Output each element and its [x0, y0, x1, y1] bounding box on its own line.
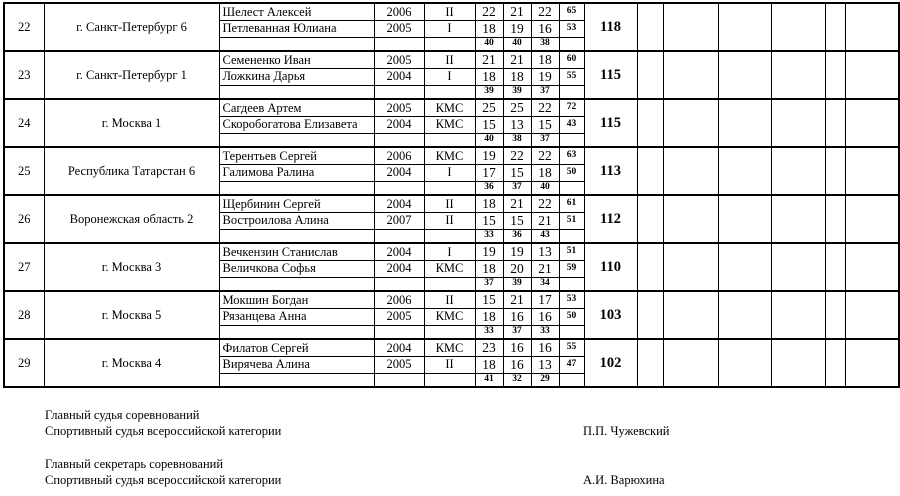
- member-rank: КМС: [424, 308, 475, 325]
- chief-secretary-name: А.И. Варюхина: [583, 473, 665, 487]
- team-total-score: 115: [584, 51, 637, 99]
- empty-cell: [825, 195, 845, 243]
- chief-judge-block: [45, 407, 670, 439]
- empty-cell: [663, 3, 718, 51]
- member-birth-year: 2004: [374, 339, 424, 356]
- table-row: [4, 291, 899, 308]
- empty-cell: [219, 277, 374, 291]
- member-birth-year: 2004: [374, 164, 424, 181]
- judge1-pair-sum: 33: [475, 229, 503, 243]
- judge3-score: 22: [531, 3, 559, 20]
- empty-cell: [374, 229, 424, 243]
- team-total-score: 110: [584, 243, 637, 291]
- team-number: 22: [4, 3, 44, 51]
- member-score-sum: 51: [559, 212, 584, 229]
- empty-cell: [424, 229, 475, 243]
- member-rank: II: [424, 195, 475, 212]
- member-rank: I: [424, 68, 475, 85]
- empty-cell: [424, 373, 475, 387]
- empty-cell: [771, 51, 825, 99]
- empty-cell: [771, 195, 825, 243]
- judge2-score: 15: [503, 164, 531, 181]
- empty-cell: [845, 195, 899, 243]
- empty-cell: [219, 37, 374, 51]
- empty-cell: [825, 3, 845, 51]
- team-number: 29: [4, 339, 44, 387]
- member-rank: КМС: [424, 147, 475, 164]
- judge2-score: 16: [503, 308, 531, 325]
- empty-cell: [845, 291, 899, 339]
- empty-cell: [637, 99, 663, 147]
- member-birth-year: 2006: [374, 147, 424, 164]
- team-total-score: 113: [584, 147, 637, 195]
- judge3-score: 16: [531, 339, 559, 356]
- empty-cell: [374, 325, 424, 339]
- judge2-score: 18: [503, 68, 531, 85]
- empty-cell: [845, 243, 899, 291]
- table-row: [4, 99, 899, 116]
- team-total-score: 103: [584, 291, 637, 339]
- empty-cell: [637, 339, 663, 387]
- empty-cell: [637, 147, 663, 195]
- member-birth-year: 2004: [374, 195, 424, 212]
- judge3-score: 16: [531, 308, 559, 325]
- judge3-score: 17: [531, 291, 559, 308]
- judge1-score: 15: [475, 212, 503, 229]
- judge1-pair-sum: 41: [475, 373, 503, 387]
- judge3-score: 21: [531, 212, 559, 229]
- empty-cell: [424, 133, 475, 147]
- member-score-sum: 60: [559, 51, 584, 68]
- member-name: Терентьев Сергей: [219, 147, 374, 164]
- member-rank: II: [424, 3, 475, 20]
- table-row: [4, 243, 899, 260]
- empty-cell: [374, 133, 424, 147]
- member-rank: I: [424, 243, 475, 260]
- team-name: г. Москва 1: [44, 99, 219, 147]
- member-score-sum: 51: [559, 243, 584, 260]
- empty-cell: [424, 85, 475, 99]
- team-name: Воронежская область 2: [44, 195, 219, 243]
- judge3-score: 21: [531, 260, 559, 277]
- team-number: 27: [4, 243, 44, 291]
- judge2-score: 13: [503, 116, 531, 133]
- judge2-pair-sum: 37: [503, 325, 531, 339]
- member-score-sum: 55: [559, 68, 584, 85]
- judge1-score: 18: [475, 195, 503, 212]
- judge3-pair-sum: 38: [531, 37, 559, 51]
- member-rank: КМС: [424, 99, 475, 116]
- member-score-sum: 47: [559, 356, 584, 373]
- member-birth-year: 2005: [374, 308, 424, 325]
- member-birth-year: 2004: [374, 260, 424, 277]
- judge3-score: 15: [531, 116, 559, 133]
- team-name: Республика Татарстан 6: [44, 147, 219, 195]
- member-rank: II: [424, 356, 475, 373]
- member-name: Филатов Сергей: [219, 339, 374, 356]
- judge1-pair-sum: 33: [475, 325, 503, 339]
- empty-cell: [825, 243, 845, 291]
- member-name: Величкова Софья: [219, 260, 374, 277]
- member-score-sum: 53: [559, 291, 584, 308]
- empty-cell: [374, 37, 424, 51]
- member-birth-year: 2007: [374, 212, 424, 229]
- judge2-score: 16: [503, 356, 531, 373]
- judge2-score: 21: [503, 195, 531, 212]
- empty-cell: [424, 181, 475, 195]
- member-name: Востроилова Алина: [219, 212, 374, 229]
- empty-cell: [219, 85, 374, 99]
- judge1-score: 23: [475, 339, 503, 356]
- member-birth-year: 2004: [374, 68, 424, 85]
- member-name: Ложкина Дарья: [219, 68, 374, 85]
- member-score-sum: 61: [559, 195, 584, 212]
- empty-cell: [637, 51, 663, 99]
- member-score-sum: 63: [559, 147, 584, 164]
- empty-cell: [374, 85, 424, 99]
- judge3-pair-sum: 40: [531, 181, 559, 195]
- member-rank: КМС: [424, 260, 475, 277]
- judge3-score: 22: [531, 99, 559, 116]
- results-table: [3, 2, 900, 388]
- empty-cell: [663, 243, 718, 291]
- empty-cell: [718, 339, 771, 387]
- judge3-pair-sum: 29: [531, 373, 559, 387]
- member-score-sum: 65: [559, 3, 584, 20]
- member-score-sum: 72: [559, 99, 584, 116]
- judge1-score: 25: [475, 99, 503, 116]
- empty-cell: [845, 3, 899, 51]
- empty-cell: [771, 3, 825, 51]
- judge3-pair-sum: 37: [531, 85, 559, 99]
- member-name: Вечкензин Станислав: [219, 243, 374, 260]
- member-score-sum: 50: [559, 164, 584, 181]
- empty-cell: [663, 147, 718, 195]
- empty-cell: [663, 339, 718, 387]
- empty-cell: [718, 291, 771, 339]
- judge2-pair-sum: 39: [503, 85, 531, 99]
- judge3-pair-sum: 34: [531, 277, 559, 291]
- judge3-score: 19: [531, 68, 559, 85]
- judge1-score: 17: [475, 164, 503, 181]
- empty-cell: [825, 291, 845, 339]
- empty-cell: [771, 339, 825, 387]
- empty-cell: [559, 181, 584, 195]
- table-row: [4, 195, 899, 212]
- judge2-pair-sum: 36: [503, 229, 531, 243]
- empty-cell: [219, 229, 374, 243]
- empty-cell: [718, 195, 771, 243]
- chief-secretary-title: Главный секретарь соревнований: [45, 457, 224, 471]
- empty-cell: [771, 147, 825, 195]
- member-birth-year: 2005: [374, 20, 424, 37]
- empty-cell: [825, 51, 845, 99]
- judge3-score: 18: [531, 164, 559, 181]
- empty-cell: [559, 373, 584, 387]
- member-rank: КМС: [424, 116, 475, 133]
- judge3-pair-sum: 37: [531, 133, 559, 147]
- member-rank: I: [424, 164, 475, 181]
- member-score-sum: 53: [559, 20, 584, 37]
- empty-cell: [663, 291, 718, 339]
- empty-cell: [718, 3, 771, 51]
- empty-cell: [637, 3, 663, 51]
- empty-cell: [424, 277, 475, 291]
- member-score-sum: 55: [559, 339, 584, 356]
- member-birth-year: 2006: [374, 3, 424, 20]
- empty-cell: [663, 195, 718, 243]
- empty-cell: [374, 181, 424, 195]
- team-number: 28: [4, 291, 44, 339]
- team-name: г. Москва 5: [44, 291, 219, 339]
- member-name: Рязанцева Анна: [219, 308, 374, 325]
- member-score-sum: 59: [559, 260, 584, 277]
- member-birth-year: 2005: [374, 356, 424, 373]
- signature-section: [45, 407, 670, 496]
- judge2-score: 21: [503, 51, 531, 68]
- empty-cell: [845, 51, 899, 99]
- member-birth-year: 2004: [374, 243, 424, 260]
- judge3-score: 22: [531, 147, 559, 164]
- empty-cell: [374, 277, 424, 291]
- judge3-pair-sum: 33: [531, 325, 559, 339]
- team-number: 26: [4, 195, 44, 243]
- empty-cell: [718, 99, 771, 147]
- judge1-score: 18: [475, 260, 503, 277]
- team-number: 23: [4, 51, 44, 99]
- empty-cell: [637, 291, 663, 339]
- team-name: г. Санкт-Петербург 1: [44, 51, 219, 99]
- table-row: [4, 51, 899, 68]
- judge1-pair-sum: 40: [475, 37, 503, 51]
- member-name: Сагдеев Артем: [219, 99, 374, 116]
- empty-cell: [825, 99, 845, 147]
- judge1-score: 18: [475, 20, 503, 37]
- judge2-pair-sum: 39: [503, 277, 531, 291]
- member-rank: II: [424, 212, 475, 229]
- empty-cell: [771, 291, 825, 339]
- chief-secretary-category: Спортивный судья всероссийской категории: [45, 473, 282, 487]
- empty-cell: [771, 243, 825, 291]
- member-rank: КМС: [424, 339, 475, 356]
- member-name: Семененко Иван: [219, 51, 374, 68]
- empty-cell: [219, 325, 374, 339]
- member-birth-year: 2005: [374, 51, 424, 68]
- judge2-score: 21: [503, 3, 531, 20]
- empty-cell: [718, 147, 771, 195]
- empty-cell: [374, 373, 424, 387]
- member-name: Щербинин Сергей: [219, 195, 374, 212]
- empty-cell: [559, 325, 584, 339]
- judge2-score: 22: [503, 147, 531, 164]
- member-rank: II: [424, 291, 475, 308]
- judge2-score: 15: [503, 212, 531, 229]
- empty-cell: [845, 99, 899, 147]
- member-name: Петлеванная Юлиана: [219, 20, 374, 37]
- judge1-score: 15: [475, 291, 503, 308]
- team-name: г. Москва 4: [44, 339, 219, 387]
- judge2-score: 25: [503, 99, 531, 116]
- member-rank: II: [424, 51, 475, 68]
- team-number: 24: [4, 99, 44, 147]
- empty-cell: [718, 243, 771, 291]
- judge3-score: 16: [531, 20, 559, 37]
- chief-judge-title: Главный судья соревнований: [45, 408, 200, 422]
- member-birth-year: 2005: [374, 99, 424, 116]
- member-name: Скоробогатова Елизавета: [219, 116, 374, 133]
- judge2-score: 19: [503, 243, 531, 260]
- judge1-score: 19: [475, 243, 503, 260]
- judge1-score: 18: [475, 308, 503, 325]
- empty-cell: [825, 147, 845, 195]
- chief-secretary-block: [45, 456, 665, 488]
- empty-cell: [845, 147, 899, 195]
- team-name: г. Санкт-Петербург 6: [44, 3, 219, 51]
- chief-judge-name: П.П. Чужевский: [583, 424, 670, 438]
- member-birth-year: 2004: [374, 116, 424, 133]
- member-name: Галимова Ралина: [219, 164, 374, 181]
- empty-cell: [718, 51, 771, 99]
- empty-cell: [845, 339, 899, 387]
- member-score-sum: 50: [559, 308, 584, 325]
- chief-judge-category: Спортивный судья всероссийской категории: [45, 424, 282, 438]
- empty-cell: [771, 99, 825, 147]
- empty-cell: [637, 195, 663, 243]
- empty-cell: [424, 325, 475, 339]
- empty-cell: [825, 339, 845, 387]
- judge2-score: 16: [503, 339, 531, 356]
- team-total-score: 112: [584, 195, 637, 243]
- judge1-pair-sum: 39: [475, 85, 503, 99]
- empty-cell: [559, 229, 584, 243]
- judge1-score: 21: [475, 51, 503, 68]
- empty-cell: [219, 373, 374, 387]
- empty-cell: [637, 243, 663, 291]
- empty-cell: [219, 133, 374, 147]
- judge3-score: 13: [531, 243, 559, 260]
- judge2-pair-sum: 37: [503, 181, 531, 195]
- judge1-pair-sum: 36: [475, 181, 503, 195]
- empty-cell: [559, 37, 584, 51]
- judge2-score: 21: [503, 291, 531, 308]
- judge2-pair-sum: 38: [503, 133, 531, 147]
- team-total-score: 118: [584, 3, 637, 51]
- judge2-score: 19: [503, 20, 531, 37]
- judge1-pair-sum: 40: [475, 133, 503, 147]
- judge1-score: 18: [475, 356, 503, 373]
- empty-cell: [663, 51, 718, 99]
- member-name: Вирячева Алина: [219, 356, 374, 373]
- judge3-pair-sum: 43: [531, 229, 559, 243]
- team-total-score: 115: [584, 99, 637, 147]
- member-name: Мокшин Богдан: [219, 291, 374, 308]
- table-row: [4, 147, 899, 164]
- empty-cell: [663, 99, 718, 147]
- empty-cell: [559, 85, 584, 99]
- empty-cell: [219, 181, 374, 195]
- member-score-sum: 43: [559, 116, 584, 133]
- judge2-pair-sum: 32: [503, 373, 531, 387]
- judge2-score: 20: [503, 260, 531, 277]
- team-total-score: 102: [584, 339, 637, 387]
- table-row: [4, 339, 899, 356]
- judge1-pair-sum: 37: [475, 277, 503, 291]
- judge3-score: 22: [531, 195, 559, 212]
- judge1-score: 15: [475, 116, 503, 133]
- table-row: [4, 3, 899, 20]
- judge3-score: 13: [531, 356, 559, 373]
- judge1-score: 19: [475, 147, 503, 164]
- member-rank: I: [424, 20, 475, 37]
- empty-cell: [559, 133, 584, 147]
- empty-cell: [424, 37, 475, 51]
- empty-cell: [559, 277, 584, 291]
- member-name: Шелест Алексей: [219, 3, 374, 20]
- judge1-score: 22: [475, 3, 503, 20]
- judge1-score: 18: [475, 68, 503, 85]
- team-name: г. Москва 3: [44, 243, 219, 291]
- member-birth-year: 2006: [374, 291, 424, 308]
- judge2-pair-sum: 40: [503, 37, 531, 51]
- team-number: 25: [4, 147, 44, 195]
- judge3-score: 18: [531, 51, 559, 68]
